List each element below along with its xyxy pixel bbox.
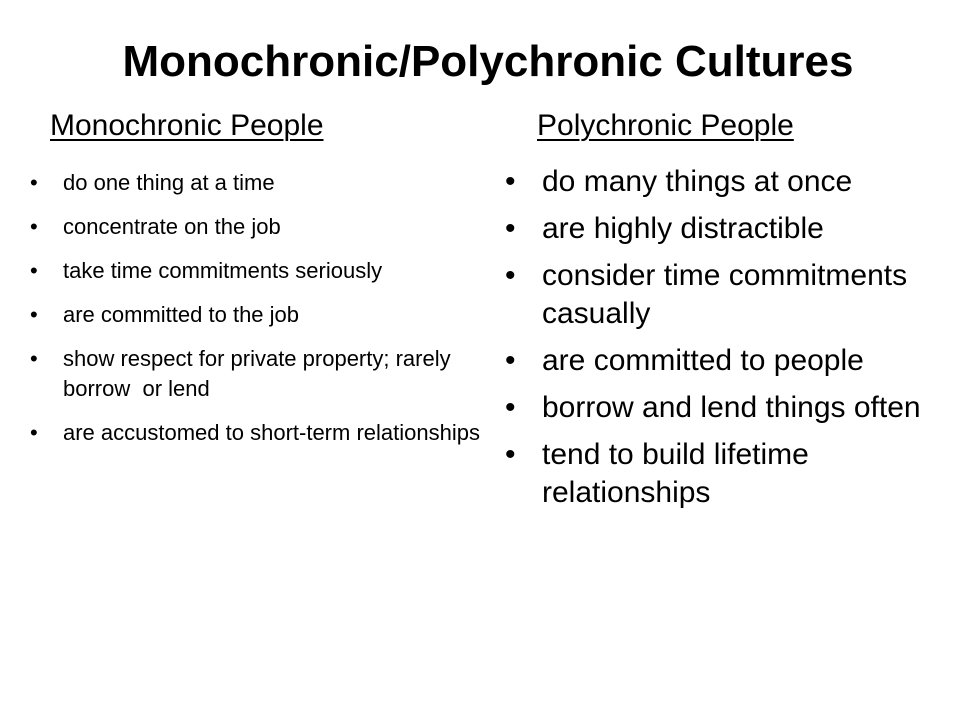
list-item-text: do many things at once: [542, 165, 853, 198]
bullet-dot-icon: •: [30, 346, 38, 371]
bullet-dot-icon: •: [505, 438, 516, 471]
list-item-text: do one thing at a time: [63, 170, 275, 195]
list-item: [30, 344, 478, 404]
list-item-text: show respect for private property; rarely borrow or lend: [63, 346, 457, 401]
list-item-text: are committed to people: [542, 344, 864, 377]
list-item: [30, 256, 443, 286]
bullet-dot-icon: •: [505, 344, 516, 377]
list-item-text: are accustomed to short-term relationships: [63, 420, 480, 445]
list-item: [30, 168, 490, 198]
bullet-dot-icon: •: [30, 170, 38, 195]
list-item: [505, 436, 942, 512]
list-item: [505, 257, 942, 333]
list-item: [505, 210, 955, 248]
list-item-text: take time commitments seriously: [63, 258, 383, 283]
list-item-text: concentrate on the job: [63, 214, 281, 239]
list-item-text: consider time commitments casually: [542, 259, 908, 330]
bullet-dot-icon: •: [505, 212, 516, 245]
polychronic-heading: Polychronic People: [537, 109, 794, 142]
monochronic-heading: Monochronic People: [50, 109, 324, 142]
list-item-text: are committed to the job: [63, 302, 300, 327]
list-item-text: borrow and lend things often: [542, 391, 921, 424]
list-item: [30, 212, 490, 242]
bullet-dot-icon: •: [505, 165, 516, 198]
polychronic-list: [505, 163, 955, 521]
list-item: [505, 342, 955, 380]
list-item-text: tend to build lifetime relationships: [542, 438, 809, 509]
list-item: [30, 300, 490, 330]
monochronic-list: [30, 168, 490, 462]
bullet-dot-icon: •: [505, 259, 516, 292]
list-item: [505, 163, 955, 201]
bullet-dot-icon: •: [505, 391, 516, 424]
bullet-dot-icon: •: [30, 420, 38, 445]
slide-title: Monochronic/Polychronic Cultures: [122, 37, 854, 86]
bullet-dot-icon: •: [30, 302, 38, 327]
bullet-dot-icon: •: [30, 258, 38, 283]
list-item: [505, 389, 952, 427]
list-item: [30, 418, 490, 448]
list-item-text: are highly distractible: [542, 212, 824, 245]
bullet-dot-icon: •: [30, 214, 38, 239]
